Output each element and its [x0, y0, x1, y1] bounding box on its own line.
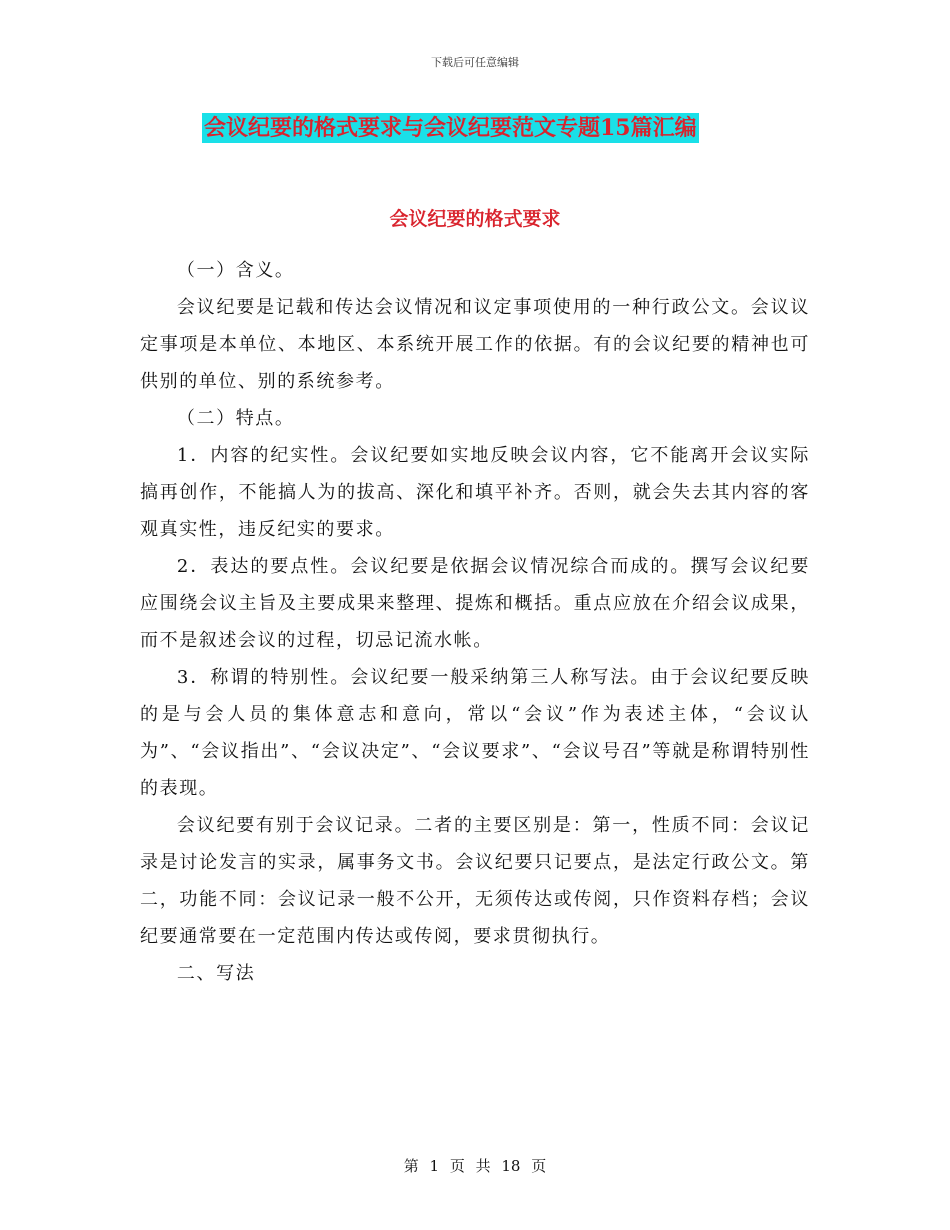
page-header-note: 下载后可任意编辑 [431, 56, 519, 69]
document-body [140, 252, 810, 992]
paragraph-feature-1: 1．内容的纪实性。会议纪要如实地反映会议内容，它不能离开会议实际搞再创作，不能搞人为的拔高、深化和填平补齐。否则，就会失去其内容的客观真实性，违反纪实的要求。 [140, 445, 810, 540]
paragraph-definition-heading: （一）含义。 [176, 260, 295, 281]
document-title: 会议纪要的格式要求与会议纪要范文专题15篇汇编 [204, 115, 697, 141]
section-title: 会议纪要的格式要求 [389, 208, 561, 230]
paragraph-writing-heading: 二、写法 [176, 963, 256, 984]
paragraph-definition: 会议纪要是记载和传达会议情况和议定事项使用的一种行政公文。会议议定事项是本单位、本地区、本系统开展工作的依据。有的会议纪要的精神也可供别的单位、别的系统参考。 [140, 297, 810, 392]
paragraph-difference: 会议纪要有别于会议记录。二者的主要区别是：第一，性质不同：会议记录是讨论发言的实录，属事务文书。会议纪要只记要点，是法定行政公文。第二，功能不同：会议记录一般不公开，无须传达或传阅，只作资料存档；会议纪要通常要在一定范围内传达或传阅，要求贯彻执行。 [140, 815, 810, 947]
page-footer: 第 1 页 共 18 页 [403, 1157, 547, 1175]
paragraph-features-heading: （二）特点。 [176, 408, 295, 429]
paragraph-feature-2: 2．表达的要点性。会议纪要是依据会议情况综合而成的。撰写会议纪要应围绕会议主旨及主要成果来整理、提炼和概括。重点应放在介绍会议成果，而不是叙述会议的过程，切忌记流水帐。 [140, 556, 810, 651]
paragraph-feature-3: 3．称谓的特别性。会议纪要一般采纳第三人称写法。由于会议纪要反映的是与会人员的集体意志和意向，常以“会议”作为表述主体，“会议认为”、“会议指出”、“会议决定”、“会议要求”、“会议号召”等就是称谓特别性的表现。 [140, 667, 810, 799]
